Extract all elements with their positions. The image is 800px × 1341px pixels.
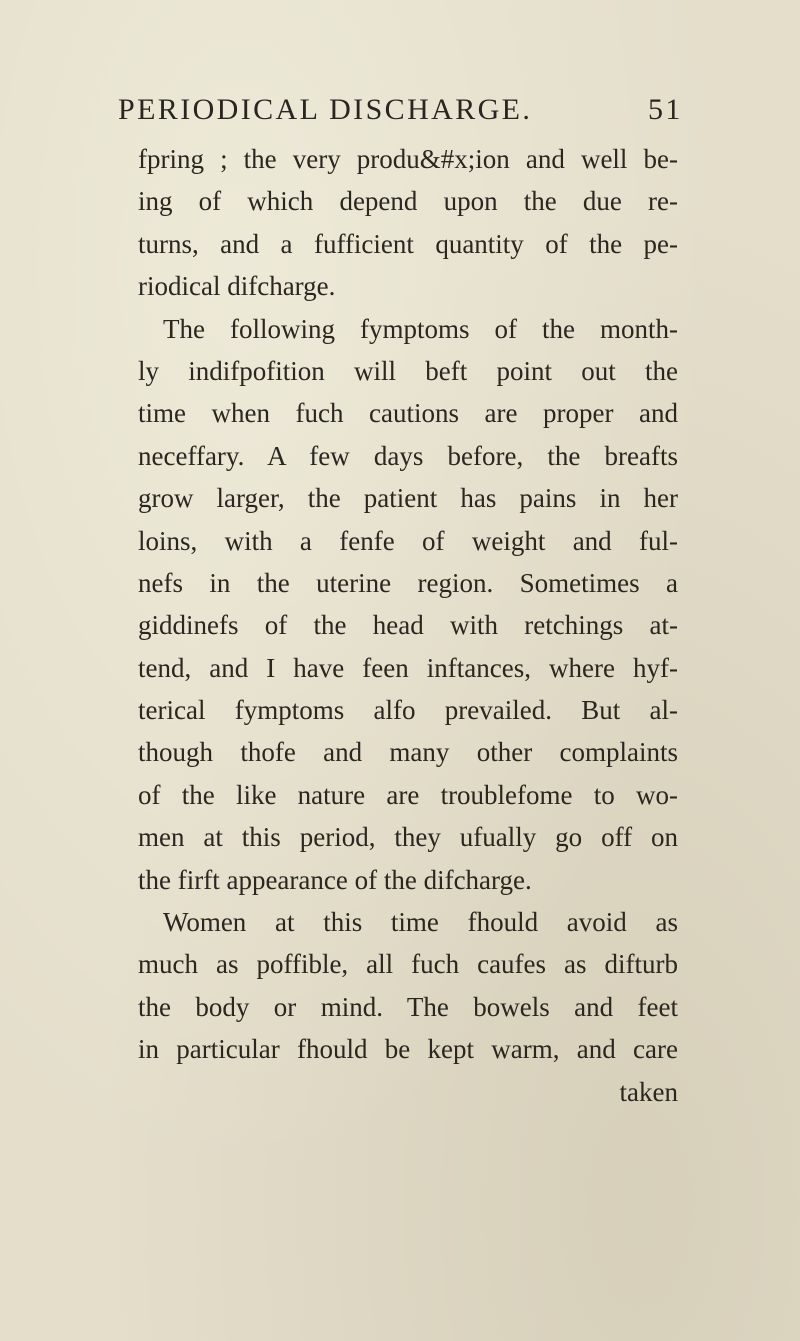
text-line: neceffary. A few days before, the breafts [138,440,678,471]
text-line: of the like nature are troublefome to wo- [138,779,678,810]
page-number: 51 [648,93,683,126]
text-line: tend, and I have feen inftances, where hyf- [138,652,678,683]
text-line: riodical difcharge. [138,271,336,302]
text-line: though thofe and many other complaints [138,737,678,768]
paragraph-first-line: The following fymptoms of the month- [163,313,678,344]
text-line: the firft appearance of the difcharge. [138,864,532,895]
text-line: time when fuch cautions are proper and [138,398,678,429]
text-line: fpring ; the very produ&#x;ion and well be- [138,144,678,174]
text-line: men at this period, they ufually go off on [138,822,678,853]
text-line: grow larger, the patient has pains in her [138,483,678,514]
text-line: the body or mind. The bowels and feet [138,991,678,1022]
text-line: terical fymptoms alfo prevailed. But al- [138,695,678,726]
running-head-title: PERIODICAL DISCHARGE. [118,93,533,126]
text-line: nefs in the uterine region. Sometimes a [138,567,678,598]
text-line: in particular fhould be kept warm, and care [138,1034,678,1065]
running-head [118,93,683,127]
text-line: turns, and a fufficient quantity of the pe- [138,228,678,259]
text-line: ing of which depend upon the due re- [138,186,678,217]
text-line: giddinefs of the head with retchings at- [138,610,678,641]
body-text [138,138,678,1113]
paragraph-first-line: Women at this time fhould avoid as [163,907,678,938]
text-line: ly indifpofition will beft point out the [138,355,678,386]
catchword: taken [619,1076,678,1107]
text-line: much as poffible, all fuch caufes as difturb [138,949,678,980]
text-line: loins, with a fenfe of weight and ful- [138,525,678,556]
